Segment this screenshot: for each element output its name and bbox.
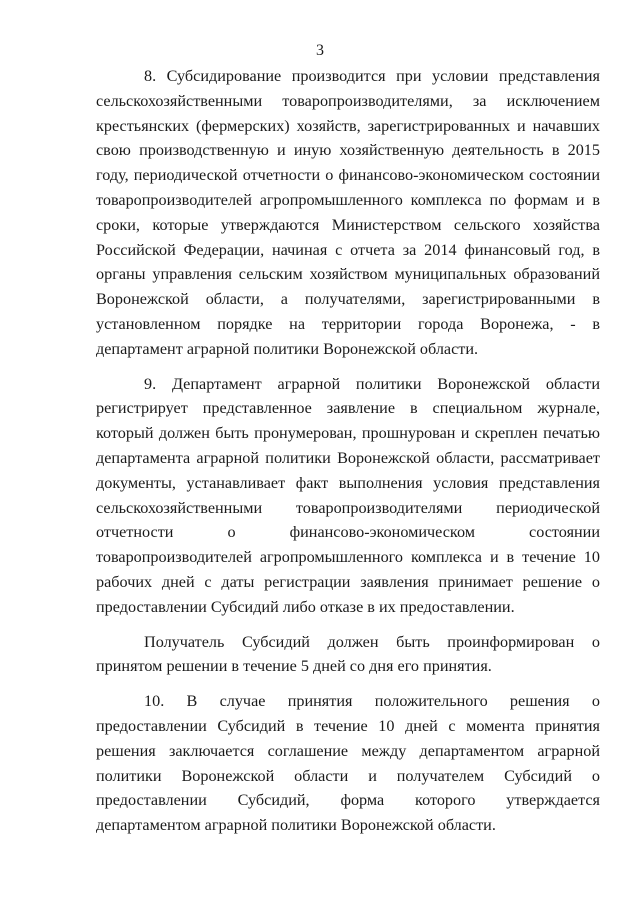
page-number: 3 bbox=[316, 42, 324, 59]
paragraph-8: 8. Субсидирование производится при условии представления сельскохозяйственными товаропроизводителями, за исключением крестьянских (фермерских) хозяйств, зарегистрированных и начавших свою производственную и иную хозяйственную деятельность в 2015 году, периодической отчетности о финансово-экономическом состоянии товаропроизводителей агропромышленного комплекса по формам и в сроки, которые утверждаются Министерством сельского хозяйства Российской Федерации, начиная с отчета за 2014 финансовый год, в органы управления сельским хозяйством муниципальных образований Воронежской области, а получателями, зарегистрированными в установленном порядке на территории города Воронежа, - в департамент аграрной политики Воронежской области. bbox=[96, 67, 600, 358]
document-body bbox=[96, 64, 600, 838]
paragraph-gap bbox=[96, 679, 600, 689]
paragraph-gap bbox=[96, 362, 600, 372]
paragraph-9-notice: Получатель Субсидий должен быть проинформирован о принятом решении в течение 5 дней со дня его принятия. bbox=[96, 632, 600, 676]
paragraph-9: 9. Департамент аграрной политики Воронежской области регистрирует представленное заявление в специальном журнале, который должен быть пронумерован, прошнурован и скреплен печатью департамента аграрной политики Воронежской области, рассматривает документы, устанавливает факт выполнения условия представления сельскохозяйственными товаропроизводителями периодической отчетности о финансово-экономическом состоянии товаропроизводителей агропромышленного комплекса и в течение 10 рабочих дней с даты регистрации заявления принимает решение о предоставлении Субсидий либо отказе в их предоставлении. bbox=[96, 374, 600, 616]
paragraph-10: 10. В случае принятия положительного решения о предоставлении Субсидий в течение 10 дней с момента принятия решения заключается соглашение между департаментом аграрной политики Воронежской области и получателем Субсидий о предоставлении Субсидий, форма которого утверждается департаментом аграрной политики Воронежской области. bbox=[96, 692, 600, 835]
paragraph-gap bbox=[96, 620, 600, 630]
